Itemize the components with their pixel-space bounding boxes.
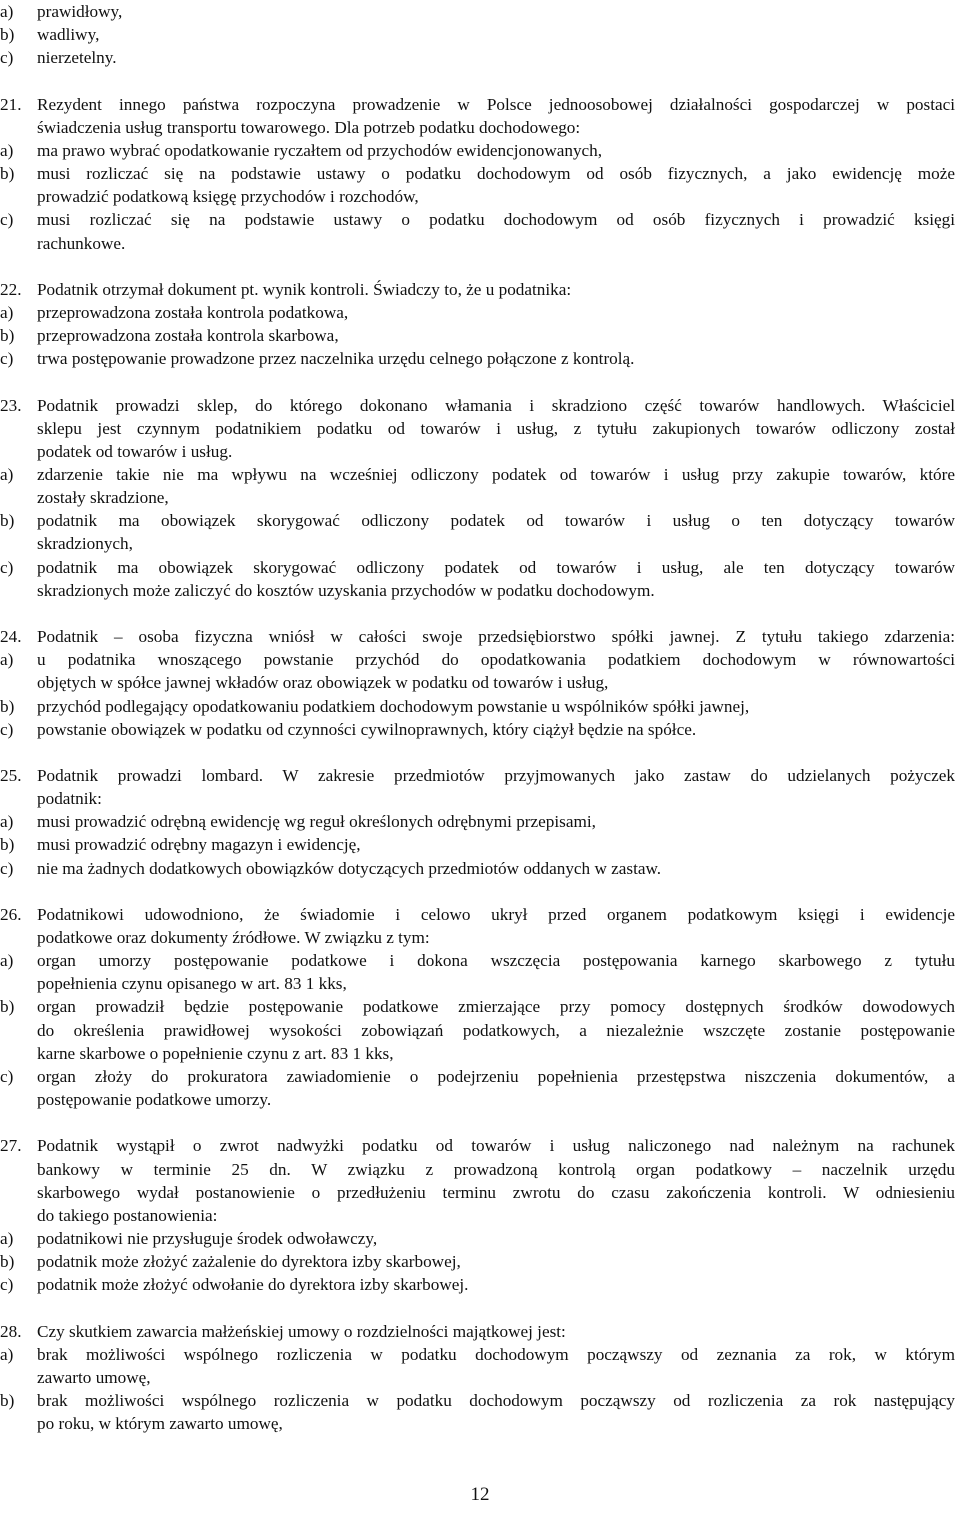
blank-line [0, 69, 960, 93]
line-text: zawarto umowę, [37, 1367, 151, 1387]
line-text: zostały skradzione, [37, 488, 169, 508]
line-text: Podatnik prowadzi lombard. W zakresie przedmiotów przyjmowanych jako zastaw do udzielanych pożyczek [37, 765, 955, 785]
text-line [0, 1158, 960, 1182]
item-label: b) [0, 25, 15, 45]
line-text: po roku, w którym zawarto umowę, [37, 1414, 283, 1434]
text-line [0, 1042, 960, 1066]
line-text: musi prowadzić odrębny magazyn i ewidencję, [37, 835, 361, 855]
line-text: powstanie obowiązek w podatku od czynności cywilnoprawnych, który ciążył będzie na spółce. [37, 719, 697, 739]
item-label: a) [0, 1344, 14, 1364]
blank-line [0, 880, 960, 904]
item-label: c) [0, 1066, 14, 1086]
item-label: a) [0, 465, 14, 484]
line-text: organ umorzy postępowanie podatkowe i dokona wszczęcia postępowania karnego skarbowego z tytułu [37, 951, 955, 971]
item-label: a) [0, 650, 14, 670]
line-text: Rezydent innego państwa rozpoczyna prowadzenie w Polsce jednoosobowej działalności gospodarczej w postaci [37, 94, 955, 114]
item-label: b) [0, 696, 15, 716]
item-label: a) [0, 1228, 14, 1248]
item-label: c) [0, 557, 14, 577]
item-label: b) [0, 164, 15, 184]
line-text: musi rozliczać się na podstawie ustawy o podatku dochodowym od osób fizycznych, a jako ewidencję może [37, 164, 955, 184]
text-line [0, 1019, 960, 1043]
line-text: nie ma żadnych dodatkowych obowiązków dotyczących przedmiotów oddanych w zastaw. [37, 858, 662, 878]
text-line [0, 1204, 960, 1228]
list-line [0, 1389, 960, 1413]
item-label: a) [0, 302, 14, 322]
list-line [0, 463, 960, 487]
list-line [0, 301, 960, 325]
item-label: b) [0, 997, 15, 1017]
line-text: Podatnik wystąpił o zwrot nadwyżki podatku od towarów i usług naliczonego nad należnym na rachunek [37, 1136, 955, 1156]
list-line [0, 139, 960, 163]
blank-line [0, 1296, 960, 1320]
line-text: organ prowadził będzie postępowanie podatkowe zmierzające przy pomocy dostępnych środków dowodowych [37, 997, 955, 1017]
line-text: podatnik: [37, 789, 102, 809]
line-text: bankowy w terminie 25 dn. W związku z prowadzoną kontrolą organ podatkowy – naczelnik urzędu [37, 1159, 955, 1179]
blank-line [0, 741, 960, 765]
item-label: 27. [0, 1136, 22, 1156]
item-label: c) [0, 210, 14, 230]
list-line [0, 625, 960, 649]
line-text: popełnienia czynu opisanego w art. 83 1 kks, [37, 974, 347, 994]
list-line [0, 810, 960, 834]
line-text: ma prawo wybrać opodatkowanie ryczałtem od przychodów ewidencjonowanych, [37, 140, 603, 160]
line-text: skradzionych, [37, 534, 133, 554]
list-line [0, 1065, 960, 1089]
line-text: prawidłowy, [37, 2, 123, 21]
item-label: c) [0, 349, 14, 369]
line-text: zdarzenie takie nie ma wpływu na wcześniej odliczony podatek od towarów i usług przy zakupie towarów, które [37, 465, 955, 484]
item-label: a) [0, 2, 14, 21]
list-line [0, 1343, 960, 1367]
line-text: Czy skutkiem zawarcia małżeńskiej umowy o rozdzielności majątkowej jest: [37, 1321, 566, 1341]
line-text: rachunkowe. [37, 233, 126, 253]
line-text: brak możliwości wspólnego rozliczenia w podatku dochodowym począwszy od rozliczenia za rok następujący [37, 1391, 955, 1410]
item-label: a) [0, 140, 14, 160]
text-line [0, 579, 960, 603]
list-line [0, 648, 960, 672]
line-text: Podatnikowi udowodniono, że świadomie i celowo ukrył przed organem podatkowym księgi i ewidencje [37, 904, 955, 924]
line-text: przeprowadzona została kontrola skarbowa, [37, 326, 339, 346]
line-text: Podatnik – osoba fizyczna wniósł w całości swoje przedsiębiorstwo spółki jawnej. Z tytułu takiego zdarzenia: [37, 627, 955, 647]
line-text: brak możliwości wspólnego rozliczenia w podatku dochodowym począwszy od zeznania za rok, w którym [37, 1344, 955, 1364]
list-line [0, 857, 960, 881]
line-text: Podatnik otrzymał dokument pt. wynik kontroli. Świadczy to, że u podatnika: [37, 279, 572, 299]
text-line [0, 116, 960, 140]
line-text: podatnikowi nie przysługuje środek odwoławczy, [37, 1228, 378, 1248]
line-text: organ złoży do prokuratora zawiadomienie o podejrzeniu popełnienia przestępstwa niszczenia dokumentów, a [37, 1066, 955, 1086]
list-line [0, 695, 960, 719]
text-line [0, 1412, 960, 1436]
list-line [0, 718, 960, 742]
line-text: skarbowego wydał postanowienie o przedłużeniu terminu zwrotu do czasu zakończenia kontroli. W odniesieniu [37, 1182, 955, 1202]
item-label: c) [0, 858, 14, 878]
text-line [0, 1088, 960, 1112]
list-line [0, 394, 960, 418]
list-line [0, 208, 960, 232]
line-text: przeprowadzona została kontrola podatkowa, [37, 302, 349, 322]
blank-line [0, 1111, 960, 1135]
line-text: nierzetelny. [37, 48, 117, 68]
item-label: a) [0, 812, 14, 832]
line-text: musi prowadzić odrębną ewidencję wg reguł określonych odrębnymi przepisami, [37, 812, 596, 832]
list-line [0, 1134, 960, 1158]
text-line [0, 1181, 960, 1205]
line-text: postępowanie podatkowe umorzy. [37, 1090, 272, 1110]
item-label: b) [0, 1252, 15, 1272]
text-line [0, 926, 960, 950]
list-line [0, 509, 960, 533]
blank-line [0, 602, 960, 626]
line-text: skradzionych może zaliczyć do kosztów uzyskania przychodów w podatku dochodowym. [37, 580, 655, 600]
page-number: 12 [470, 1484, 490, 1505]
list-line [0, 347, 960, 371]
list-line [0, 556, 960, 580]
list-line [0, 1227, 960, 1251]
line-text: podatnik ma obowiązek skorygować odliczony podatek od towarów i usług, ale ten dotyczący towarów [37, 557, 955, 577]
line-text: musi rozliczać się na podstawie ustawy o podatku dochodowym od osób fizycznych i prowadzić księgi [37, 210, 955, 230]
line-text: podatkowe oraz dokumenty źródłowe. W związku z tym: [37, 928, 430, 947]
text-line [0, 787, 960, 811]
item-label: 24. [0, 627, 22, 647]
text-line [0, 1366, 960, 1390]
line-text: sklepu jest czynnym podatnikiem podatku od towarów i usług, z tytułu zakupionych towarów odliczony został [37, 418, 955, 438]
list-line [0, 278, 960, 302]
line-text: podatnik może złożyć zażalenie do dyrektora izby skarbowej, [37, 1252, 461, 1272]
blank-line [0, 255, 960, 279]
line-text: świadczenia usług transportu towarowego. Dla potrzeb podatku dochodowego: [37, 117, 581, 137]
item-label: a) [0, 951, 14, 971]
list-line [0, 903, 960, 927]
line-text: karne skarbowe o popełnienie czynu z art. 83 1 kks, [37, 1043, 394, 1063]
list-line [0, 1320, 960, 1344]
text-line [0, 671, 960, 695]
line-text: Podatnik prowadzi sklep, do którego dokonano włamania i skradziono część towarów handlowych. Właściciel [37, 395, 955, 415]
list-line [0, 162, 960, 186]
line-text: podatnik może złożyć odwołanie do dyrektora izby skarbowej. [37, 1275, 469, 1295]
item-label: b) [0, 326, 15, 346]
list-line [0, 93, 960, 117]
list-line [0, 46, 960, 70]
text-line [0, 972, 960, 996]
list-line [0, 0, 960, 24]
item-label: c) [0, 1275, 14, 1295]
item-label: 26. [0, 904, 22, 924]
item-label: c) [0, 48, 14, 68]
item-label: 21. [0, 94, 22, 114]
item-label: b) [0, 1391, 15, 1410]
text-line [0, 532, 960, 556]
text-line [0, 185, 960, 209]
list-line [0, 1250, 960, 1274]
line-text: do określenia prawidłowej wysokości zobowiązań podatkowych, a niezależnie wszczęte zostanie postępowanie [37, 1020, 955, 1040]
list-line [0, 1273, 960, 1297]
line-text: podatnik ma obowiązek skorygować odliczony podatek od towarów i usług o ten dotyczący towarów [37, 511, 955, 531]
text-line [0, 417, 960, 441]
item-label: b) [0, 511, 15, 531]
text-line [0, 232, 960, 256]
item-label: 22. [0, 279, 22, 299]
item-label: c) [0, 719, 14, 739]
list-line [0, 23, 960, 47]
text-line [0, 486, 960, 510]
list-line [0, 324, 960, 348]
list-line [0, 949, 960, 973]
line-text: prowadzić podatkową księgę przychodów i rozchodów, [37, 187, 419, 207]
line-text: przychód podlegający opodatkowaniu podatkiem dochodowym powstanie u wspólników spółki jawnej, [37, 696, 750, 716]
list-line [0, 995, 960, 1019]
list-line [0, 833, 960, 857]
text-line [0, 440, 960, 464]
item-label: 25. [0, 765, 22, 785]
list-line [0, 764, 960, 788]
line-text: wadliwy, [37, 25, 100, 45]
item-label: b) [0, 835, 15, 855]
item-label: 28. [0, 1321, 22, 1341]
line-text: objętych w spółce jawnej wkładów oraz obowiązek w podatku od towarów i usług, [37, 673, 609, 693]
item-label: 23. [0, 395, 22, 415]
line-text: u podatnika wnoszącego powstanie przychód do opodatkowania podatkiem dochodowym w równowartości [37, 650, 955, 670]
line-text: trwa postępowanie prowadzone przez naczelnika urzędu celnego połączone z kontrolą. [37, 349, 635, 369]
line-text: podatek od towarów i usług. [37, 441, 233, 461]
line-text: do takiego postanowienia: [37, 1205, 218, 1225]
blank-line [0, 370, 960, 394]
